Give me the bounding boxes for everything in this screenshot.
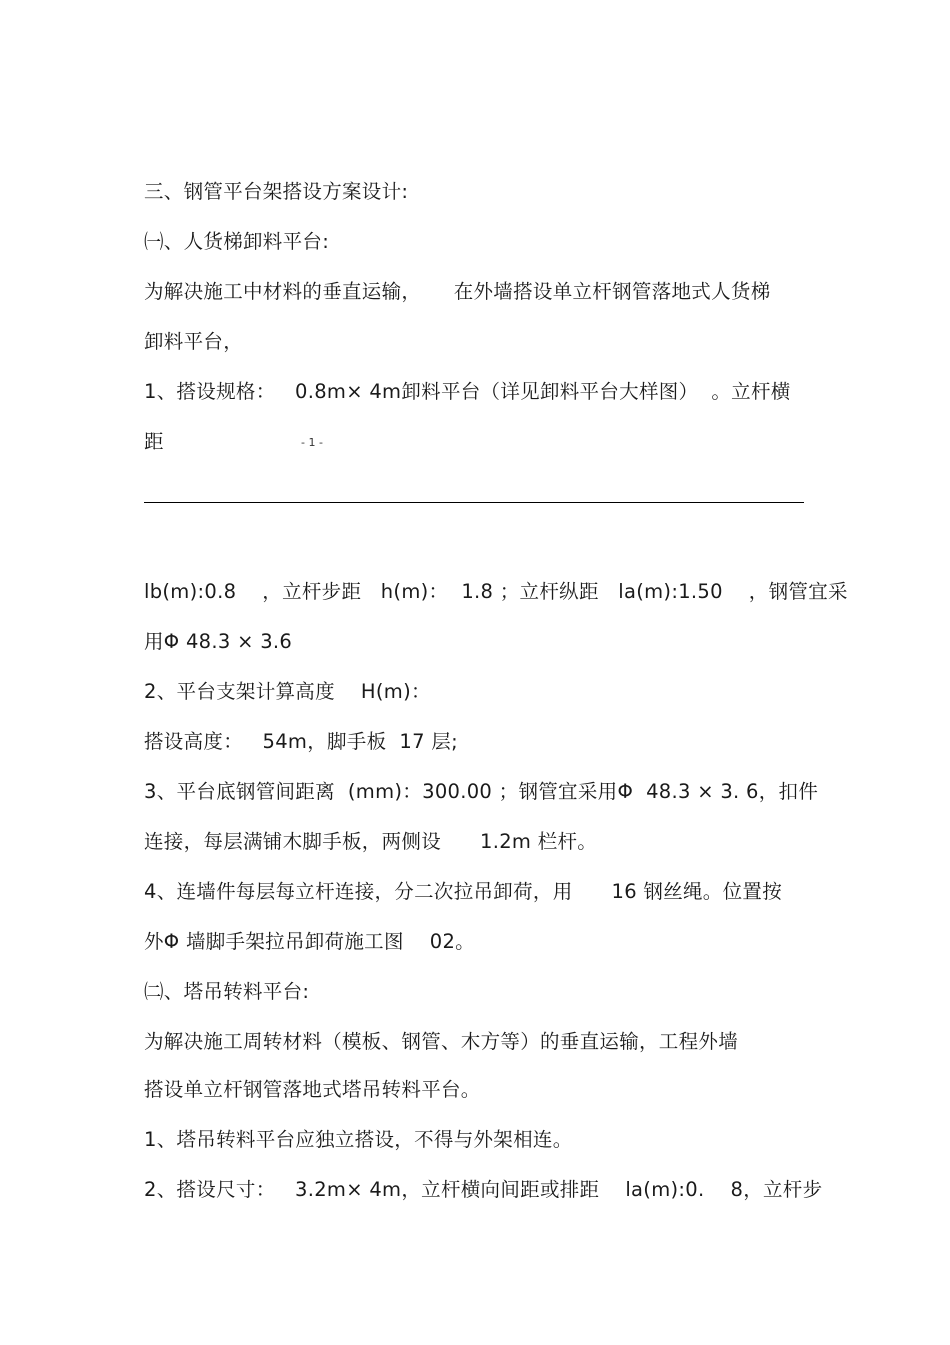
- page-divider: [144, 502, 804, 503]
- paragraph-line: 2、平台支架计算高度 H(m)：: [144, 680, 431, 703]
- paragraph-line: 1、塔吊转料平台应独立搭设，不得与外架相连。: [144, 1128, 573, 1151]
- subsection-heading: ㈠、人货梯卸料平台:: [144, 230, 330, 253]
- page-number: - 1 -: [301, 436, 323, 449]
- paragraph-line: 2、搭设尺寸： 3.2m× 4m，立杆横向间距或排距 la(m):0. 8，立杆步: [144, 1178, 823, 1201]
- paragraph-line: lb(m):0.8 ，立杆步距 h(m)： 1.8 ；立杆纵距 la(m):1.50 ，钢管宜采: [144, 580, 848, 603]
- paragraph-line: 4、连墙件每层每立杆连接，分二次拉吊卸荷，用 16 钢丝绳。位置按: [144, 880, 783, 903]
- paragraph-line: 连接，每层满铺木脚手板，两侧设 1.2m 栏杆。: [144, 830, 598, 853]
- paragraph-line: 外Φ 墙脚手架拉吊卸荷施工图 02。: [144, 930, 475, 953]
- paragraph-line: 卸料平台，: [144, 330, 244, 353]
- paragraph-line: 搭设单立杆钢管落地式塔吊转料平台。: [144, 1078, 481, 1101]
- paragraph-line: 距: [144, 430, 164, 453]
- paragraph-line: 3、平台底钢管间距离 (mm)：300.00 ；钢管宜采用Φ 48.3 × 3. 6，扣件: [144, 780, 819, 803]
- paragraph-line: 为解决施工中材料的垂直运输， 在外墙搭设单立杆钢管落地式人货梯: [144, 280, 771, 303]
- paragraph-line: 1、搭设规格： 0.8m× 4m卸料平台（详见卸料平台大样图） 。立杆横: [144, 380, 791, 403]
- paragraph-line: 用Φ 48.3 × 3.6: [144, 630, 293, 653]
- paragraph-line: 为解决施工周转材料（模板、钢管、木方等）的垂直运输，工程外墙: [144, 1030, 739, 1053]
- section-heading: 三、钢管平台架搭设方案设计:: [144, 180, 409, 203]
- paragraph-line: 搭设高度： 54m，脚手板 17 层;: [144, 730, 458, 753]
- subsection-heading: ㈡、塔吊转料平台:: [144, 980, 310, 1003]
